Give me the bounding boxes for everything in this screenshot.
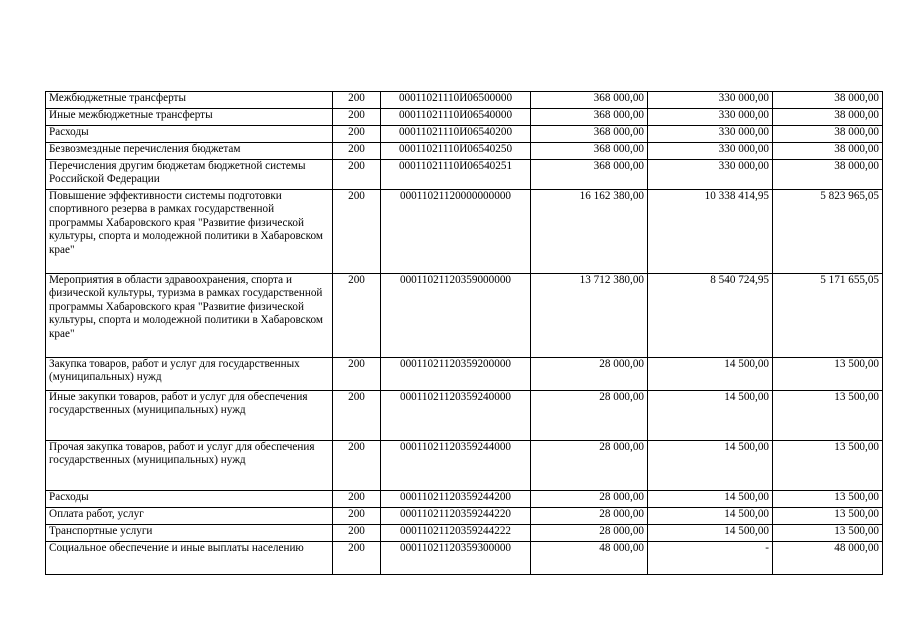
row-executed-cell: 14 500,00 bbox=[648, 358, 773, 391]
row-executed-cell: 330 000,00 bbox=[648, 160, 773, 190]
table-row bbox=[46, 274, 883, 358]
table-row bbox=[46, 391, 883, 441]
table-row bbox=[46, 143, 883, 160]
row-code-cell: 200 bbox=[333, 143, 381, 160]
row-executed-cell: 14 500,00 bbox=[648, 391, 773, 441]
row-approved-cell: 48 000,00 bbox=[531, 542, 648, 575]
row-kbk-cell: 00011021120359240000 bbox=[381, 391, 531, 441]
row-remaining-cell: 13 500,00 bbox=[773, 491, 883, 508]
row-code-cell: 200 bbox=[333, 358, 381, 391]
row-name-cell: Иные закупки товаров, работ и услуг для обеспечения государственных (муниципальных) нужд bbox=[46, 391, 333, 441]
table-row bbox=[46, 441, 883, 491]
table-row bbox=[46, 542, 883, 575]
row-approved-cell: 368 000,00 bbox=[531, 160, 648, 190]
row-code-cell: 200 bbox=[333, 160, 381, 190]
row-name-cell: Расходы bbox=[46, 491, 333, 508]
row-kbk-cell: 00011021120359244220 bbox=[381, 508, 531, 525]
table-row bbox=[46, 358, 883, 391]
row-remaining-cell: 13 500,00 bbox=[773, 391, 883, 441]
row-remaining-cell: 13 500,00 bbox=[773, 508, 883, 525]
row-kbk-cell: 00011021110И06540251 bbox=[381, 160, 531, 190]
budget-table bbox=[45, 91, 883, 575]
row-kbk-cell: 00011021110И06540200 bbox=[381, 126, 531, 143]
row-code-cell: 200 bbox=[333, 508, 381, 525]
row-name-cell: Оплата работ, услуг bbox=[46, 508, 333, 525]
table-row bbox=[46, 160, 883, 190]
row-remaining-cell: 38 000,00 bbox=[773, 160, 883, 190]
row-name-cell: Перечисления другим бюджетам бюджетной системы Российской Федерации bbox=[46, 160, 333, 190]
row-executed-cell: 14 500,00 bbox=[648, 525, 773, 542]
row-remaining-cell: 13 500,00 bbox=[773, 441, 883, 491]
budget-table-body bbox=[46, 92, 883, 575]
row-code-cell: 200 bbox=[333, 92, 381, 109]
row-executed-cell: 330 000,00 bbox=[648, 143, 773, 160]
table-row bbox=[46, 508, 883, 525]
row-name-cell: Социальное обеспечение и иные выплаты населению bbox=[46, 542, 333, 575]
row-code-cell: 200 bbox=[333, 491, 381, 508]
row-executed-cell: 14 500,00 bbox=[648, 508, 773, 525]
row-name-cell: Прочая закупка товаров, работ и услуг для обеспечения государственных (муниципальных) нужд bbox=[46, 441, 333, 491]
row-remaining-cell: 13 500,00 bbox=[773, 358, 883, 391]
row-approved-cell: 28 000,00 bbox=[531, 391, 648, 441]
row-code-cell: 200 bbox=[333, 109, 381, 126]
row-kbk-cell: 00011021110И06540250 bbox=[381, 143, 531, 160]
row-code-cell: 200 bbox=[333, 542, 381, 575]
row-executed-cell: 8 540 724,95 bbox=[648, 274, 773, 358]
table-row bbox=[46, 491, 883, 508]
table-row bbox=[46, 126, 883, 143]
row-remaining-cell: 38 000,00 bbox=[773, 109, 883, 126]
row-executed-cell: 14 500,00 bbox=[648, 441, 773, 491]
row-approved-cell: 28 000,00 bbox=[531, 491, 648, 508]
row-approved-cell: 28 000,00 bbox=[531, 525, 648, 542]
row-remaining-cell: 38 000,00 bbox=[773, 143, 883, 160]
row-kbk-cell: 00011021120359244200 bbox=[381, 491, 531, 508]
row-kbk-cell: 00011021120359000000 bbox=[381, 274, 531, 358]
row-remaining-cell: 38 000,00 bbox=[773, 92, 883, 109]
row-code-cell: 200 bbox=[333, 525, 381, 542]
row-remaining-cell: 48 000,00 bbox=[773, 542, 883, 575]
row-approved-cell: 368 000,00 bbox=[531, 143, 648, 160]
row-approved-cell: 28 000,00 bbox=[531, 508, 648, 525]
table-row bbox=[46, 525, 883, 542]
row-approved-cell: 13 712 380,00 bbox=[531, 274, 648, 358]
row-executed-cell: 330 000,00 bbox=[648, 126, 773, 143]
row-name-cell: Повышение эффективности системы подготовки спортивного резерва в рамках государственной программы Хабаровского края "Развитие физической культуры, спорта и молодежной политики в Хабаровском крае" bbox=[46, 190, 333, 274]
table-row bbox=[46, 190, 883, 274]
row-code-cell: 200 bbox=[333, 441, 381, 491]
row-kbk-cell: 00011021120359300000 bbox=[381, 542, 531, 575]
row-kbk-cell: 00011021120359244000 bbox=[381, 441, 531, 491]
row-kbk-cell: 00011021110И06540000 bbox=[381, 109, 531, 126]
row-kbk-cell: 00011021120359200000 bbox=[381, 358, 531, 391]
row-name-cell: Иные межбюджетные трансферты bbox=[46, 109, 333, 126]
row-approved-cell: 368 000,00 bbox=[531, 109, 648, 126]
row-remaining-cell: 13 500,00 bbox=[773, 525, 883, 542]
row-name-cell: Межбюджетные трансферты bbox=[46, 92, 333, 109]
row-name-cell: Закупка товаров, работ и услуг для государственных (муниципальных) нужд bbox=[46, 358, 333, 391]
row-name-cell: Транспортные услуги bbox=[46, 525, 333, 542]
table-row bbox=[46, 92, 883, 109]
row-code-cell: 200 bbox=[333, 190, 381, 274]
row-approved-cell: 368 000,00 bbox=[531, 126, 648, 143]
row-executed-cell: 10 338 414,95 bbox=[648, 190, 773, 274]
row-code-cell: 200 bbox=[333, 126, 381, 143]
row-remaining-cell: 38 000,00 bbox=[773, 126, 883, 143]
row-executed-cell: - bbox=[648, 542, 773, 575]
row-remaining-cell: 5 823 965,05 bbox=[773, 190, 883, 274]
row-approved-cell: 28 000,00 bbox=[531, 358, 648, 391]
row-code-cell: 200 bbox=[333, 391, 381, 441]
row-executed-cell: 330 000,00 bbox=[648, 92, 773, 109]
row-approved-cell: 28 000,00 bbox=[531, 441, 648, 491]
row-name-cell: Безвозмездные перечисления бюджетам bbox=[46, 143, 333, 160]
row-executed-cell: 14 500,00 bbox=[648, 491, 773, 508]
table-row bbox=[46, 109, 883, 126]
row-kbk-cell: 00011021120359244222 bbox=[381, 525, 531, 542]
row-approved-cell: 368 000,00 bbox=[531, 92, 648, 109]
row-kbk-cell: 00011021120000000000 bbox=[381, 190, 531, 274]
row-name-cell: Расходы bbox=[46, 126, 333, 143]
row-approved-cell: 16 162 380,00 bbox=[531, 190, 648, 274]
row-kbk-cell: 00011021110И06500000 bbox=[381, 92, 531, 109]
row-name-cell: Мероприятия в области здравоохранения, спорта и физической культуры, туризма в рамках государственной программы Хабаровского края "Развитие физической культуры, спорта и молодежной политики в Хабаровском крае" bbox=[46, 274, 333, 358]
row-executed-cell: 330 000,00 bbox=[648, 109, 773, 126]
row-code-cell: 200 bbox=[333, 274, 381, 358]
row-remaining-cell: 5 171 655,05 bbox=[773, 274, 883, 358]
